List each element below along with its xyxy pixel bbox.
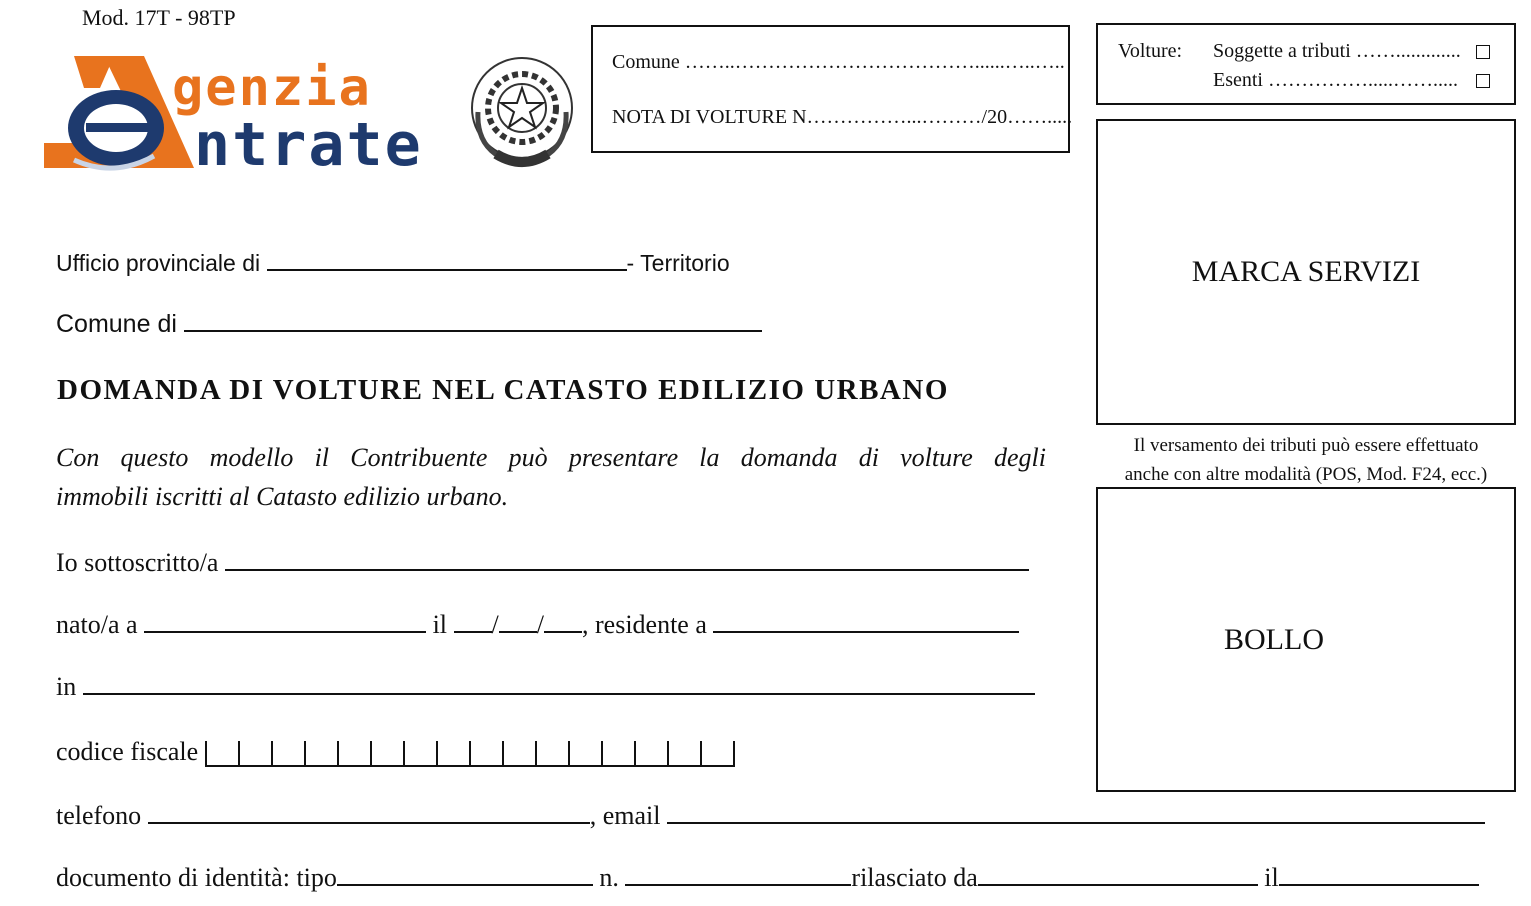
documento-data-field[interactable] [1279,864,1479,886]
bollo-label: BOLLO [1224,623,1324,656]
codice-fiscale-row [56,737,735,767]
territorio-label: - Territorio [626,250,730,276]
volture-label: Volture: [1118,40,1183,62]
residenza-field[interactable] [713,611,1019,633]
model-code: Mod. 17T - 98TP [82,5,236,30]
payment-note-line1: Il versamento dei tributi può essere effettuato [1133,435,1479,456]
nato-label: nato/a a [56,610,138,639]
nota-volture-box [591,25,1073,153]
codice-fiscale-field[interactable] [205,741,735,767]
il-label: il [432,610,448,639]
nota-comune-row [612,51,1065,74]
nota-comune-label: Comune [612,51,680,73]
indirizzo-field[interactable] [83,673,1035,695]
luogo-nascita-field[interactable] [144,611,426,633]
indirizzo-row [56,672,1035,702]
email-field[interactable] [667,802,1485,824]
rilasciato-field[interactable] [978,864,1258,886]
logo-text-line1: genzia [172,58,372,118]
form-title: DOMANDA DI VOLTURE NEL CATASTO EDILIZIO URBANO [57,374,949,406]
comune-field[interactable] [184,310,762,332]
nota-number-dots[interactable]: ……………...………/20……..... [806,106,1073,128]
marca-servizi-box [1096,119,1516,425]
mese-nascita-field[interactable] [499,611,537,633]
codice-fiscale-label: codice fiscale [56,737,199,766]
contatti-row [56,801,1485,831]
telefono-label: telefono [56,801,142,830]
giorno-nascita-field[interactable] [454,611,492,633]
soggette-checkbox[interactable] [1476,45,1490,59]
nota-number-label: NOTA DI VOLTURE N [612,106,807,128]
bollo-box [1096,487,1516,792]
agenzia-entrate-logo [44,48,464,178]
intro-line2: immobili iscritti al Catasto edilizio urbano. [56,482,509,511]
republic-seal-icon [466,52,578,172]
documento-row [56,863,1479,893]
sottoscritto-label: Io sottoscritto/a [56,548,219,577]
ufficio-field[interactable] [267,249,627,271]
marca-servizi-label: MARCA SERVIZI [1191,255,1421,288]
payment-note-line2: anche con altre modalità (POS, Mod. F24, ecc.) [1124,464,1488,485]
esenti-dots: …………….....……..... [1268,69,1458,91]
nota-number-row [612,106,1072,129]
volture-option-soggette [1213,40,1461,63]
ufficio-label: Ufficio provinciale di [56,250,261,276]
nota-comune-dots[interactable]: ……..………………………………......…..….. [684,51,1065,73]
logo-text-line2: ntrate [194,110,423,180]
comune-label: Comune di [56,310,177,338]
volture-box [1096,23,1516,105]
documento-numero-label: n. [599,863,619,892]
email-label: , email [589,801,661,830]
in-label: in [56,672,77,701]
sottoscritto-row [56,548,1029,578]
residente-label: , residente a [582,610,707,639]
volture-option-esenti [1213,69,1458,92]
soggette-dots: ……............. [1355,40,1461,62]
anno-nascita-field[interactable] [544,611,582,633]
telefono-field[interactable] [148,802,590,824]
nascita-row: nato/a a il / / , residente a [56,610,1019,640]
esenti-checkbox[interactable] [1476,74,1490,88]
documento-tipo-field[interactable] [337,864,593,886]
documento-tipo-label: documento di identità: tipo [56,863,337,892]
comune-row [56,310,762,339]
documento-data-label: il [1264,863,1279,892]
sottoscritto-field[interactable] [225,549,1029,571]
esenti-label: Esenti [1213,69,1263,91]
intro-line1: Con questo modello il Contribuente può presentare la domanda di volture degli [56,443,1046,472]
republic-seal [466,52,578,172]
rilasciato-label: rilasciato da [851,863,978,892]
soggette-label: Soggette a tributi [1213,40,1351,62]
documento-numero-field[interactable] [625,864,851,886]
payment-note [1098,431,1514,489]
ufficio-row [56,249,730,277]
